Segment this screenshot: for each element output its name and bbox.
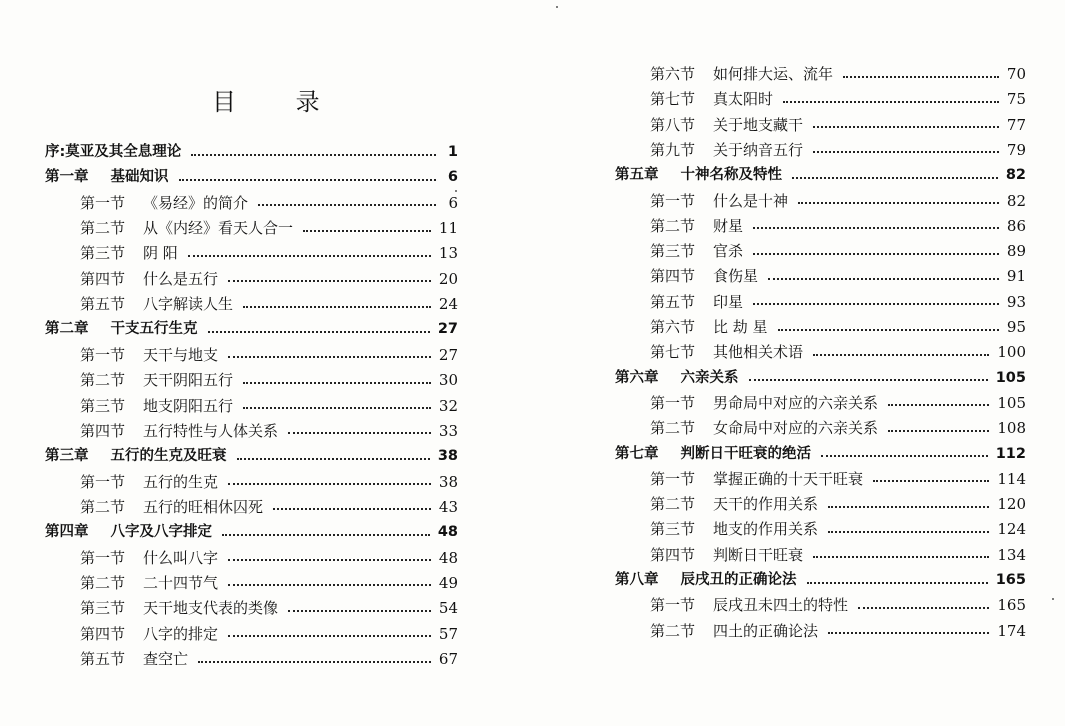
- toc-section-row: [80, 622, 458, 647]
- toc-entry-number: 第五章: [615, 167, 659, 184]
- toc-entry-number: 第二节: [80, 371, 126, 390]
- dot-leader: [222, 534, 430, 536]
- toc-entry-number: 第一章: [45, 169, 89, 186]
- toc-entry-number: 第二节: [650, 216, 696, 235]
- dot-leader: [288, 432, 431, 434]
- toc-entry-number: 第二节: [80, 219, 126, 238]
- dot-leader: [888, 404, 989, 406]
- toc-entry-title: 从《内经》看天人合一: [143, 219, 294, 238]
- toc-section-row: [80, 647, 458, 672]
- toc-entry-number: 第一节: [80, 548, 126, 567]
- toc-entry-number: 第八节: [650, 115, 696, 134]
- toc-page-number: 1: [447, 144, 458, 160]
- toc-section-row: [80, 470, 458, 495]
- toc-section-row: [650, 543, 1026, 568]
- toc-page-number: 49: [438, 573, 458, 592]
- dot-leader: [858, 607, 989, 609]
- toc-page-number: 124: [997, 520, 1026, 539]
- dot-leader: [198, 661, 431, 663]
- toc-chapter-row: [615, 442, 1026, 467]
- toc-entry-title: 财星: [713, 216, 744, 235]
- toc-entry-number: 第七节: [650, 343, 696, 362]
- toc-entry-title: 地支阴阳五行: [143, 396, 234, 415]
- toc-page-number: 95: [1006, 318, 1026, 336]
- toc-entry-number: 第三节: [650, 520, 696, 539]
- toc-entry-number: 第六节: [650, 318, 696, 336]
- scan-speck: [1052, 598, 1054, 600]
- toc-page-number: 38: [438, 472, 458, 491]
- dot-leader: [753, 227, 999, 229]
- toc-entry-title: 辰戌丑未四土的特性: [713, 596, 849, 615]
- toc-page-number: 75: [1006, 90, 1026, 109]
- toc-page-number: 27: [438, 345, 458, 364]
- toc-page-number: 82: [1006, 191, 1026, 210]
- toc-entry-number: 第九节: [650, 140, 696, 159]
- toc-page-number: 134: [997, 545, 1026, 564]
- toc-chapter-row: [45, 520, 458, 545]
- toc-entry-number: 第二节: [80, 573, 126, 592]
- toc-chapter-row: [615, 568, 1026, 593]
- toc-preface-row: [45, 140, 458, 165]
- dot-leader: [228, 584, 431, 586]
- toc-entry-number: 第一节: [80, 472, 126, 491]
- toc-entry-number: 第七节: [650, 90, 696, 109]
- dot-leader: [843, 76, 999, 78]
- dot-leader: [813, 151, 999, 153]
- toc-page-number: 6: [447, 169, 458, 186]
- toc-page-number: 105: [997, 393, 1026, 412]
- toc-entry-title: 干支五行生克: [110, 321, 198, 338]
- toc-section-row: [650, 239, 1026, 264]
- toc-chapter-row: [615, 163, 1026, 188]
- toc-section-row: [650, 62, 1026, 87]
- toc-page-number: 91: [1006, 267, 1026, 286]
- toc-entry-number: 第三节: [80, 599, 126, 618]
- toc-entry-number: 第五节: [650, 292, 696, 311]
- toc-entry-title: 天干的作用关系: [713, 495, 819, 514]
- toc-section-row: [80, 546, 458, 571]
- toc-section-row: [80, 419, 458, 444]
- toc-page-number: 48: [438, 548, 458, 567]
- toc-page-number: 82: [1005, 167, 1026, 184]
- toc-entry-title: 什么是十神: [713, 191, 789, 210]
- toc-section-row: [80, 191, 458, 216]
- toc-section-row: [80, 216, 458, 241]
- toc-page-number: 86: [1006, 216, 1026, 235]
- toc-page-number: 93: [1006, 292, 1026, 311]
- toc-entry-title: 地支的作用关系: [713, 520, 819, 539]
- toc-entry-title: 其他相关术语: [713, 343, 804, 362]
- toc-entry-title: 男命局中对应的六亲关系: [713, 393, 879, 412]
- toc-section-row: [80, 343, 458, 368]
- toc-section-row: [650, 391, 1026, 416]
- toc-section-row: [650, 492, 1026, 517]
- toc-entry-title: 什么叫八字: [143, 548, 219, 567]
- toc-entry-number: 第四节: [80, 421, 126, 440]
- toc-chapter-row: [45, 165, 458, 190]
- toc-page-number: 108: [997, 419, 1026, 438]
- toc-entry-number: 第二节: [650, 419, 696, 438]
- toc-page-number: 112: [995, 445, 1026, 462]
- toc-section-row: [650, 416, 1026, 441]
- toc-section-row: [80, 596, 458, 621]
- toc-entry-number: 第二节: [650, 621, 696, 640]
- dot-leader: [813, 126, 999, 128]
- toc-entry-number: 第一节: [650, 393, 696, 412]
- dot-leader: [807, 582, 988, 584]
- toc-section-row: [650, 467, 1026, 492]
- toc-section-row: [80, 495, 458, 520]
- dot-leader: [208, 331, 430, 333]
- toc-page-number: 20: [438, 269, 458, 288]
- dot-leader: [783, 101, 999, 103]
- toc-entry-number: 第六章: [615, 369, 659, 386]
- toc-entry-title: 四土的正确论法: [713, 621, 819, 640]
- dot-leader: [749, 379, 988, 381]
- dot-leader: [798, 202, 999, 204]
- toc-section-row: [80, 292, 458, 317]
- dot-leader: [228, 356, 431, 358]
- toc-page-number: 67: [438, 650, 458, 668]
- toc-entry-title: 掌握正确的十天干旺衰: [713, 469, 864, 488]
- toc-entry-title: 八字及八字排定: [110, 524, 212, 541]
- toc-entry-title: 官杀: [713, 242, 744, 261]
- dot-leader: [828, 506, 989, 508]
- toc-page-number: 32: [438, 396, 458, 415]
- toc-entry-number: 第一节: [650, 596, 696, 615]
- toc-entry-title: 阴 阳: [143, 244, 178, 263]
- toc-chapter-row: [45, 317, 458, 342]
- toc-page-number: 54: [438, 599, 458, 618]
- toc-entry-number: 第二章: [45, 321, 89, 338]
- toc-page-number: 120: [997, 495, 1026, 514]
- toc-entry-number: 第八章: [615, 572, 659, 588]
- toc-entry-title: 二十四节气: [143, 573, 219, 592]
- scan-speck: [455, 190, 457, 192]
- toc-entry-title: 天干地支代表的类像: [143, 599, 279, 618]
- toc-page-number: 13: [438, 244, 458, 263]
- toc-page-number: 79: [1006, 140, 1026, 159]
- toc-page-number: 6: [448, 193, 458, 212]
- toc-entry-title: 什么是五行: [143, 269, 219, 288]
- dot-leader: [792, 177, 998, 179]
- dot-leader: [753, 253, 999, 255]
- dot-leader: [188, 255, 431, 257]
- toc-entry-title: 《易经》的简介: [143, 193, 249, 212]
- dot-leader: [753, 303, 999, 305]
- toc-entry-title: 八字的排定: [143, 624, 219, 643]
- toc-entry-title: 比 劫 星: [713, 318, 768, 336]
- toc-section-row: [650, 290, 1026, 315]
- toc-entry-title: 基础知识: [110, 169, 169, 186]
- dot-leader: [768, 278, 999, 280]
- toc-page-number: 57: [438, 624, 458, 643]
- toc-chapter-row: [615, 366, 1026, 391]
- dot-leader: [191, 154, 436, 156]
- toc-page-number: 38: [437, 448, 458, 465]
- toc-section-row: [650, 138, 1026, 163]
- toc-section-row: [650, 189, 1026, 214]
- toc-page-number: 33: [438, 421, 458, 440]
- dot-leader: [828, 531, 989, 533]
- toc-entry-number: 第五节: [80, 295, 126, 314]
- toc-entry-title: 五行的生克: [143, 472, 219, 491]
- toc-page-number: 48: [437, 524, 458, 541]
- dot-leader: [228, 635, 431, 637]
- toc-entry-number: 第七章: [615, 445, 659, 462]
- toc-entry-number: 第四节: [80, 624, 126, 643]
- toc-entry-title: 天干阴阳五行: [143, 371, 234, 390]
- toc-entry-title: 判断日干旺衰的绝活: [680, 445, 811, 462]
- dot-leader: [813, 556, 989, 558]
- toc-entry-title: 判断日干旺衰: [713, 545, 804, 564]
- toc-section-row: [650, 340, 1026, 365]
- toc-section-row: [650, 113, 1026, 138]
- dot-leader: [821, 455, 988, 457]
- dot-leader: [778, 329, 999, 331]
- toc-entry-number: 第三节: [80, 244, 126, 263]
- toc-entry-title: 食伤星: [713, 267, 759, 286]
- toc-entry-number: 第二节: [80, 497, 126, 516]
- dot-leader: [228, 559, 431, 561]
- toc-page-number: 114: [997, 469, 1026, 488]
- toc-section-row: [80, 241, 458, 266]
- toc-entry-title: 六亲关系: [680, 369, 739, 386]
- dot-leader: [243, 407, 431, 409]
- toc-title: 目 录: [212, 88, 346, 116]
- dot-leader: [179, 179, 437, 181]
- toc-entry-title: 女命局中对应的六亲关系: [713, 419, 879, 438]
- toc-section-row: [650, 315, 1026, 340]
- toc-section-row: [650, 517, 1026, 542]
- toc-entry-number: 第六节: [650, 65, 696, 83]
- toc-entry-number: 第三节: [80, 396, 126, 415]
- toc-entry-number: 第三节: [650, 242, 696, 261]
- toc-page-number: 30: [438, 371, 458, 390]
- toc-page-number: 77: [1006, 115, 1026, 134]
- dot-leader: [273, 508, 431, 510]
- toc-entry-title: 十神名称及特性: [680, 167, 782, 184]
- toc-section-row: [650, 593, 1026, 618]
- dot-leader: [828, 632, 989, 634]
- toc-entry-title: 五行特性与人体关系: [143, 421, 279, 440]
- toc-page-number: 165: [997, 596, 1026, 615]
- toc-entry-number: 第四节: [650, 267, 696, 286]
- toc-page-number: 27: [437, 321, 458, 338]
- toc-entry-number: 第一节: [80, 193, 126, 212]
- toc-page-number: 70: [1006, 65, 1026, 83]
- toc-entry-number: 第四节: [80, 269, 126, 288]
- toc-section-row: [80, 368, 458, 393]
- toc-page-number: 165: [995, 572, 1026, 588]
- toc-page-number: 11: [438, 219, 458, 238]
- toc-entry-number: 第四章: [45, 524, 89, 541]
- toc-entry-number: 第二节: [650, 495, 696, 514]
- toc-page-number: 43: [438, 497, 458, 516]
- dot-leader: [303, 230, 431, 232]
- toc-section-row: [650, 214, 1026, 239]
- toc-page-number: 174: [997, 621, 1026, 640]
- dot-leader: [873, 480, 989, 482]
- dot-leader: [228, 280, 431, 282]
- toc-entry-title: 五行的旺相休囚死: [143, 497, 264, 516]
- dot-leader: [288, 610, 431, 612]
- toc-chapter-row: [45, 444, 458, 469]
- toc-section-row: [80, 394, 458, 419]
- toc-entry-title: 关于纳音五行: [713, 140, 804, 159]
- toc-entry-title: 查空亡: [143, 650, 189, 668]
- toc-entry-title: 序:莫亚及其全息理论: [45, 144, 182, 160]
- dot-leader: [888, 430, 989, 432]
- toc-entry-number: 第四节: [650, 545, 696, 564]
- toc-entry-title: 如何排大运、流年: [713, 65, 834, 83]
- toc-page-number: 100: [997, 343, 1026, 362]
- dot-leader: [243, 382, 431, 384]
- toc-entry-number: 第一节: [80, 345, 126, 364]
- toc-entry-title: 关于地支藏干: [713, 115, 804, 134]
- scan-speck: [556, 6, 558, 8]
- toc-page-number: 89: [1006, 242, 1026, 261]
- toc-page-number: 105: [995, 369, 1026, 386]
- toc-section-row: [650, 264, 1026, 289]
- toc-entry-title: 八字解读人生: [143, 295, 234, 314]
- toc-section-row: [650, 87, 1026, 112]
- toc-entry-number: 第三章: [45, 448, 89, 465]
- toc-entry-title: 辰戌丑的正确论法: [680, 572, 797, 588]
- toc-section-row: [650, 619, 1026, 644]
- dot-leader: [813, 354, 989, 356]
- toc-entry-title: 真太阳时: [713, 90, 774, 109]
- toc-entry-number: 第一节: [650, 191, 696, 210]
- toc-entry-number: 第五节: [80, 650, 126, 668]
- toc-entry-title: 印星: [713, 292, 744, 311]
- toc-section-row: [80, 571, 458, 596]
- dot-leader: [228, 483, 431, 485]
- dot-leader: [243, 306, 431, 308]
- toc-page-number: 24: [438, 295, 458, 314]
- toc-section-row: [80, 267, 458, 292]
- dot-leader: [258, 204, 436, 206]
- toc-entry-title: 天干与地支: [143, 345, 219, 364]
- toc-entry-number: 第一节: [650, 469, 696, 488]
- toc-entry-title: 五行的生克及旺衰: [110, 448, 227, 465]
- dot-leader: [237, 458, 430, 460]
